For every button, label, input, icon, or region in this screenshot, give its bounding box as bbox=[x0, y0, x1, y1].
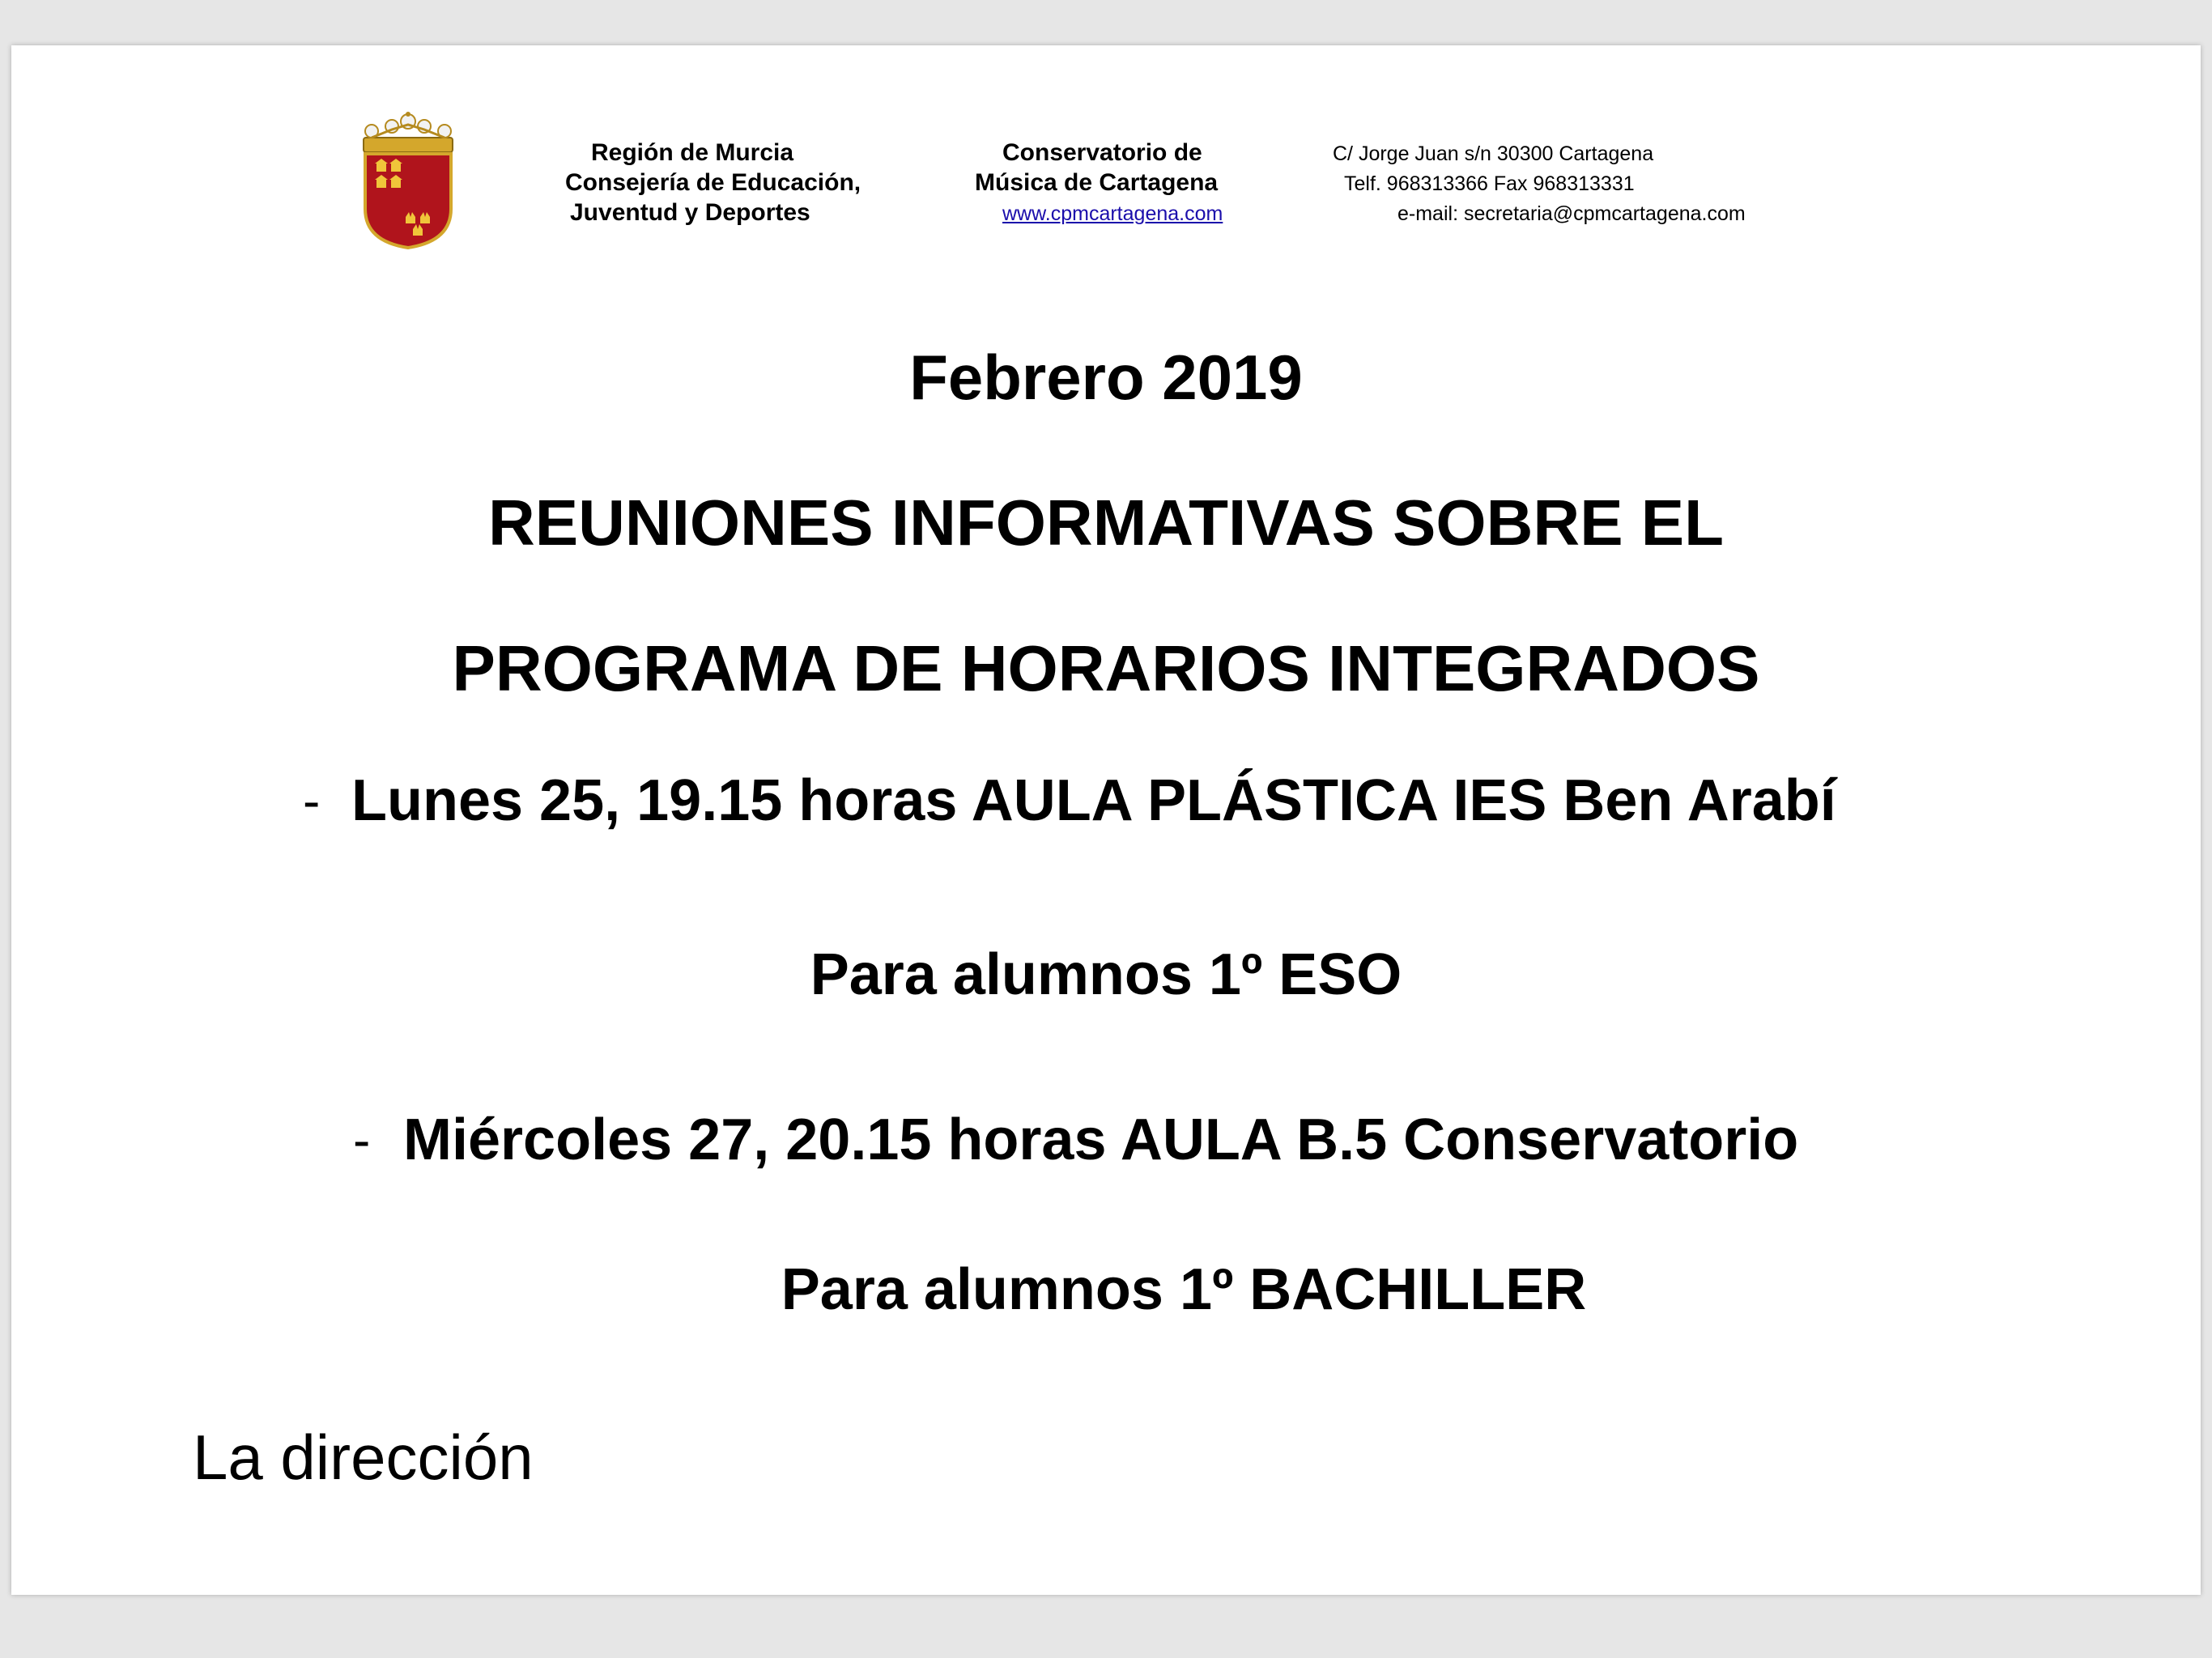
meeting-1-audience: Para alumnos 1º ESO bbox=[810, 942, 1402, 1007]
meeting-1-details: Lunes 25, 19.15 horas AULA PLÁSTICA IES Ben Arabí bbox=[351, 768, 1836, 833]
phone-fax-text: Telf. 968313366 Fax 968313331 bbox=[1344, 172, 1635, 195]
website-link[interactable]: www.cpmcartagena.com bbox=[1002, 202, 1223, 225]
meeting-2-details: Miércoles 27, 20.15 horas AULA B.5 Conservatorio bbox=[403, 1107, 1799, 1172]
notice-title-line1: REUNIONES INFORMATIVAS SOBRE EL bbox=[487, 487, 1724, 559]
address-text: C/ Jorge Juan s/n 30300 Cartagena bbox=[1333, 142, 1654, 165]
signature-text: La dirección bbox=[193, 1422, 534, 1493]
conservatory-name-line2: Música de Cartagena bbox=[975, 169, 1219, 196]
meeting-2-audience: Para alumnos 1º BACHILLER bbox=[781, 1257, 1587, 1322]
document-page bbox=[11, 45, 2201, 1595]
meeting-1-bullet: - bbox=[303, 772, 321, 830]
region-name: Región de Murcia bbox=[591, 139, 794, 166]
region-murcia-coat-of-arms-icon bbox=[355, 112, 461, 249]
region-department: Consejería de Educación, bbox=[565, 169, 861, 196]
conservatory-name-line1: Conservatorio de bbox=[1002, 139, 1202, 166]
meeting-2-bullet: - bbox=[353, 1111, 371, 1169]
notice-month: Febrero 2019 bbox=[909, 342, 1303, 413]
region-department-2: Juventud y Deportes bbox=[570, 199, 810, 226]
email-text: e-mail: secretaria@cpmcartagena.com bbox=[1397, 202, 1746, 225]
notice-title-line2: PROGRAMA DE HORARIOS INTEGRADOS bbox=[452, 632, 1760, 704]
